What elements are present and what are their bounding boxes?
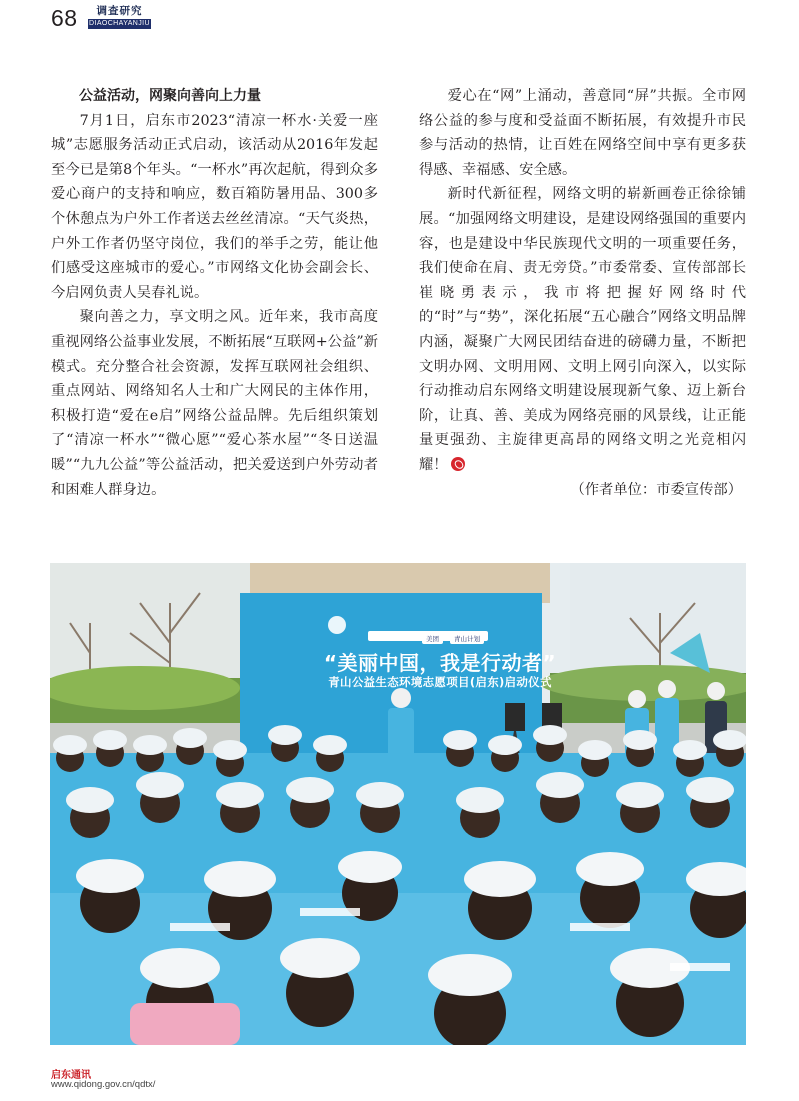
banner-sponsor-logo: 美团 — [422, 633, 443, 644]
paragraph: 爱心在“网”上涌动，善意同“屏”共振。全市网络公益的参与度和受益面不断拓展，有效提升市民参与活动的热情，让百姓在网络空间中享有更多获得感、幸福感、安全感。 — [419, 88, 746, 178]
left-column — [51, 84, 378, 502]
paragraph: 7月1日，启东市2023“清凉一杯水·关爱一座城”志愿服务活动正式启动，该活动从2016年发起至今已是第8个年头。“一杯水”再次起航，得到众多爱心商户的支持和响应，数百箱防暑用品、300多个休憩点为户外工作者送去丝丝清凉。“天气炎热，户外工作者仍坚守岗位，我们的举手之劳，能让他们感受这座城市的爱心。”市网络文化协会副会长、今启网负责人吴春礼说。 — [51, 112, 378, 301]
end-mark-icon — [451, 457, 465, 471]
section-title-en: DIAOCHAYANJIU — [89, 20, 150, 27]
right-column — [419, 84, 746, 502]
article-subheading: 公益活动，网聚向善向上力量 — [79, 88, 261, 104]
author-affiliation: （作者单位：市委宣传部） — [570, 481, 742, 498]
footer-brand: 启东通讯 — [51, 1070, 91, 1081]
footer-url[interactable]: www.qidong.gov.cn/qdtx/ — [51, 1079, 156, 1090]
photo-illustration — [50, 563, 746, 1045]
banner-subtitle: 青山公益生态环境志愿项目(启东)启动仪式 — [328, 675, 552, 689]
paragraph-text: 新时代新征程，网络文明的崭新画卷正徐徐铺展。“加强网络文明建设，是建设网络强国的重要内容，也是建设中华民族现代文明的一项重要任务，我们使命在肩、责无旁贷。”市委常委、宣传部部长崔晓勇表示，我市将把握好网络时代的“时”与“势”，深化拓展“五心融合”网络文明品牌内涵，凝聚广大网民团结奋进的磅礴力量，不断把文明办网、文明用网、文明上网引向深入，以实际行动推动启东网络文明建设展现新气象、迈上新台阶，让真、善、美成为网络亮丽的风景线，让正能量更强劲、主旋律更高昂的网络文明之光竞相闪耀！ — [419, 186, 746, 473]
page-number: 68 — [51, 5, 78, 31]
banner-title: “美丽中国，我是行动者” — [323, 651, 557, 675]
banner-project-logo: 青山计划 — [450, 633, 484, 644]
paragraph: 聚向善之力，享文明之风。近年来，我市高度重视网络公益事业发展，不断拓展“互联网+公益”新模式。充分整合社会资源，发挥互联网社会组织、重点网站、网络知名人士和广大网民的主体作用，积极打造“爱在e启”网络公益品牌。先后组织策划了“清凉一杯水”“微心愿”“爱心茶水屋”“冬日送温暖”“九九公益”等公益活动，把关爱送到户外劳动者和困难人群身边。 — [51, 309, 378, 498]
closing-paragraph — [419, 182, 746, 477]
section-title-cn: 调查研究 — [96, 5, 143, 17]
section-badge — [88, 5, 151, 29]
event-photo — [50, 563, 746, 1045]
